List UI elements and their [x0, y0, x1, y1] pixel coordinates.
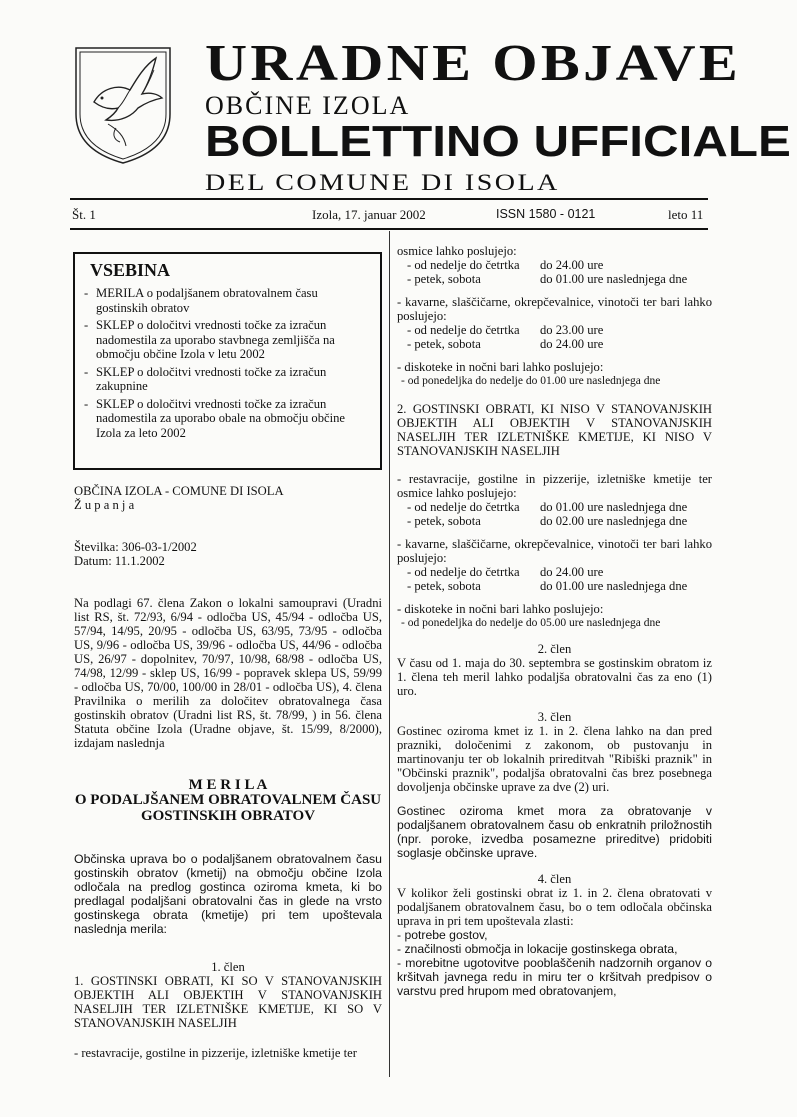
contents-item: - MERILA o podaljšanem obratovalnem času gostinskih obratov [84, 286, 318, 315]
text-line: - kavarne, slaščičarne, okrepčevalnice, vinotoči ter bari lahko poslujejo: [397, 295, 712, 323]
hours-row: - od nedelje do četrtka do 23.00 ure [407, 323, 604, 337]
clen-4-item: - morebitne ugotovitve pooblaščenih nadzornih organov o kršitvah javnega redu in miru ter o kršitvah predpisov o varstvu pred hrupom med obratovanjem, [397, 956, 712, 998]
clen-2-text: V času od 1. maja do 30. septembra se gostinskim obratom iz 1. člena teh meril lahko podaljša obratovalni čas za eno (1) uro. [397, 656, 712, 698]
title-bollettino: BOLLETTINO UFFICIALE [205, 117, 791, 166]
doc-title-2: O PODALJŠANEM OBRATOVALNEM ČASU GOSTINSKIH OBRATOV [74, 792, 382, 824]
text-line: - od ponedeljka do nedelje do 05.00 ure naslednjega dne [401, 617, 661, 629]
hours-row: - petek, sobota do 24.00 ure [407, 337, 604, 351]
text-line: - kavarne, slaščičarne, okrepčevalnice, vinotoči ter bari lahko poslujejo: [397, 537, 712, 565]
text-line: - diskoteke in nočni bari lahko poslujejo: [397, 602, 604, 616]
clen-3-text-2: Gostinec oziroma kmet mora za obratovanje v podaljšanem obratovalnem času ob enkratnih priložnostih (npr. poroke, izvedba posamezne prireditve) pridobiti soglasje občinske uprave. [397, 804, 712, 860]
clen-1-text: 1. GOSTINSKI OBRATI, KI SO V STANOVANJSKIH OBJEKTIH ALI OBJEKTIH V STANOVANJSKIH NASELJIH TER IZLETNIŠKE KMETIJE, KI SO V STANOVANJSKIH NASELJIH [74, 974, 382, 1030]
intro: Občinska uprava bo o podaljšanem obratovalnem času gostinskih obratov (kmetij) na območju občine Izola odločala na predlog gostinca oziroma kmeta, ki bo predlagal podaljšani obratovalni čas in glede na vrsto gostinskega obrata (kmetije) pri tem upoštevala naslednja merila: [74, 852, 382, 936]
hours-row: - od nedelje do četrtka do 01.00 ure naslednjega dne [407, 500, 688, 514]
right-column [397, 244, 712, 998]
text-line: - od ponedeljka do nedelje do 01.00 ure naslednjega dne [401, 375, 661, 387]
dove-shield-logo [72, 44, 174, 166]
title-uradne-objave: URADNE OBJAVE [205, 35, 742, 92]
text-line: - restavracije, gostilne in pizzerije, izletniške kmetije ter osmice lahko poslujejo: [397, 472, 712, 500]
ref-date: Datum: 11.1.2002 [74, 554, 165, 568]
doc-title-1: M E R I L A [188, 777, 268, 793]
hours-row: - od nedelje do četrtka do 24.00 ure [407, 258, 604, 272]
left-last-line: - restavracije, gostilne in pizzerije, izletniške kmetije ter [74, 1046, 357, 1060]
preamble: Na podlagi 67. člena Zakon o lokalni samoupravi (Uradni list RS, št. 72/93, 6/94 - odločba US, 45/94 - odločba US, 57/94, 14/95, 20/95 - odločba US, 63/95, 73/95 - odločba US, 9/96 - odločba US, 39/96 - odločba US, 44/96 - odločba US, 26/97 - dopolnitev, 70/97, 10/98, 68/98 - odločba US, 74/98, 12/99 - sklep US, 16/99 - popravek sklepa US, 59/99 - odločba US, 70/00, 100/00 in 28/01 - odločba US), 4. člena Pravilnika o merilih za določitev obratovalnega časa gostinskih obratov (Uradni list RS, št. 78/99, ) in 56. člena Statuta občine Izola (Uradne objave, št. 15/99, 8/2000), izdajam naslednja [74, 596, 382, 750]
clen-3-heading: 3. člen [537, 710, 572, 724]
left-column [74, 484, 382, 1060]
clen-4-item: - potrebe gostov, [397, 928, 488, 942]
ref-number: Številka: 306-03-1/2002 [74, 540, 197, 554]
authority: OBČINA IZOLA - COMUNE DI ISOLA [74, 484, 284, 498]
clen-2-heading: 2. člen [537, 642, 572, 656]
clen-4-item: - značilnosti območja in lokacije gostinskega obrata, [397, 942, 678, 956]
column-divider [389, 231, 390, 1077]
hours-row: - petek, sobota do 01.00 ure naslednjega dne [407, 579, 688, 593]
issue-date: Izola, 17. januar 2002 [312, 207, 426, 222]
text-line: osmice lahko poslujejo: [397, 244, 517, 258]
issn: ISSN 1580 - 0121 [496, 207, 596, 221]
issue-year: leto 11 [668, 207, 704, 222]
contents-item: - SKLEP o določitvi vrednosti točke za izračun zakupnine [84, 364, 327, 393]
hours-row: - petek, sobota do 02.00 ure naslednjega dne [407, 514, 688, 528]
clen-4-text: V kolikor želi gostinski obrat iz 1. in 2. člena obratovati v podaljšanem obratovalnem času, bo o tem odločala občinska uprava in pri tem upoštevala zlasti: [397, 886, 712, 928]
hours-row: - od nedelje do četrtka do 24.00 ure [407, 565, 604, 579]
title-obcine-izola: OBČINE IZOLA [205, 91, 411, 120]
clen-1-heading: 1. člen [211, 960, 245, 974]
hours-row: - petek, sobota do 01.00 ure naslednjega dne [407, 272, 688, 286]
contents-item: - SKLEP o določitvi vrednosti točke za izračun nadomestila za uporabo obale na območju občine Izola za leto 2002 [84, 396, 345, 440]
authority-2: Ž u p a n j a [74, 498, 135, 512]
clen-4-heading: 4. člen [537, 872, 572, 886]
text-line: - diskoteke in nočni bari lahko poslujejo: [397, 360, 604, 374]
section-2-heading: 2. GOSTINSKI OBRATI, KI NISO V STANOVANJSKIH OBJEKTIH ALI OBJEKTIH V STANOVANJSKIH NASELJIH TER IZLETNIŠKE KMETIJE, KI NISO V STANOVANJSKIH NASELJIH [397, 402, 712, 458]
contents-box [73, 252, 382, 470]
issue-number: Št. 1 [72, 207, 96, 222]
header-rule-top [70, 198, 708, 200]
contents-title: VSEBINA [90, 260, 171, 280]
header-rule-bottom [70, 228, 708, 230]
clen-3-text: Gostinec oziroma kmet iz 1. in 2. člena lahko na dan pred prazniki, določenimi z zakonom, ob pustovanju in martinovanju ter ob lokalnih prireditvah "Ribiški praznik" in "Občinski praznik", podaljša obratovalni čas brez posebnega dovoljenja občinske uprave za dve (2) uri. [397, 724, 712, 794]
contents-item: - SKLEP o določitvi vrednosti točke za izračun nadomestila za uporabo stavbnega zemljišča na območju občine Izola v letu 2002 [84, 318, 335, 361]
title-del-comune: DEL COMUNE DI ISOLA [205, 170, 560, 195]
